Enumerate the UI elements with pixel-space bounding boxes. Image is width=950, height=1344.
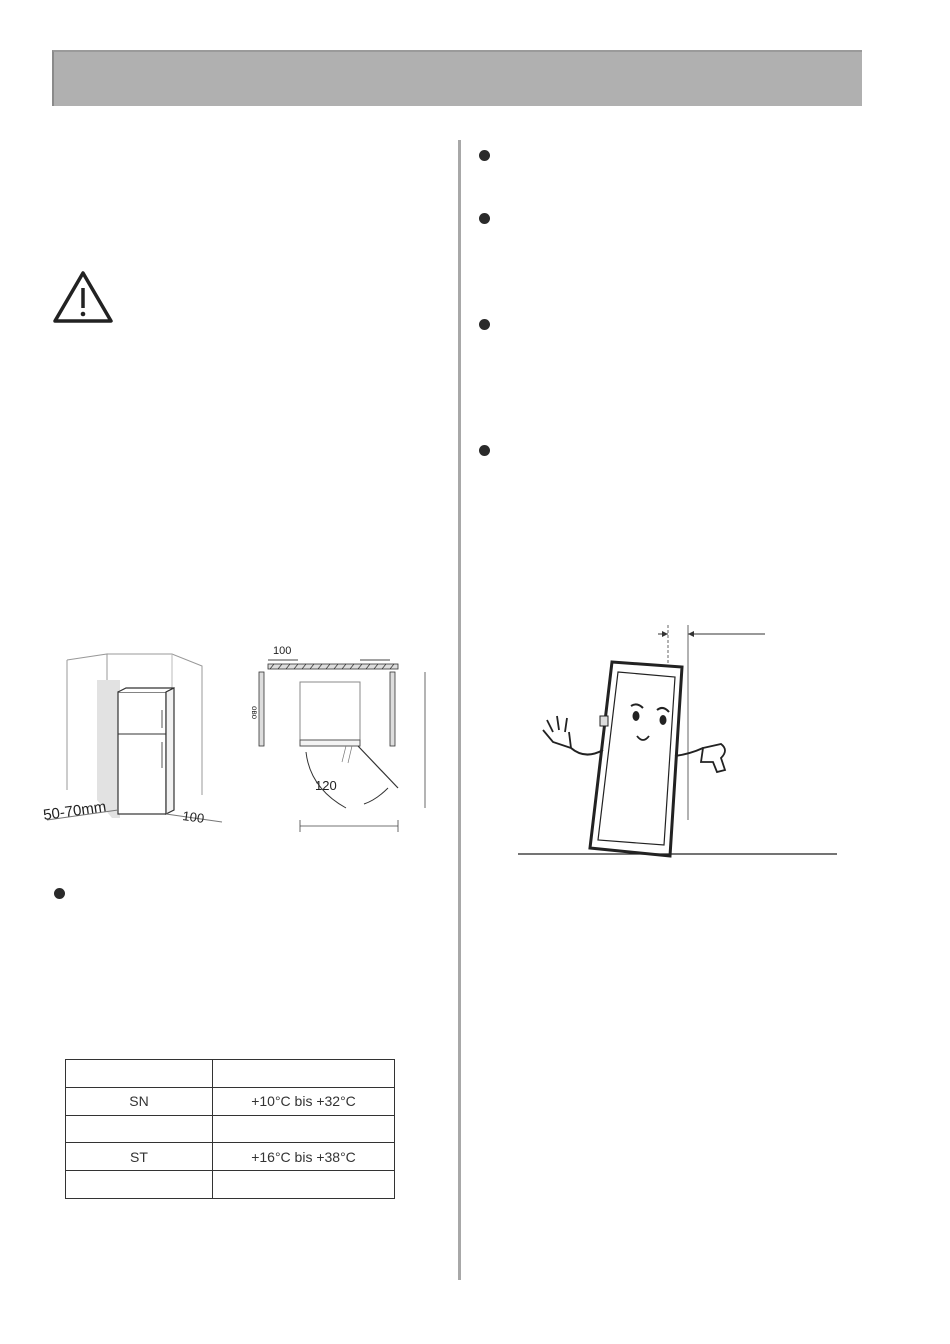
plan-view-figure xyxy=(248,638,438,838)
table-cell: +10°C bis +32°C xyxy=(213,1087,395,1115)
climate-class-table xyxy=(65,1059,395,1199)
column-divider xyxy=(458,140,461,1280)
table-cell xyxy=(66,1115,213,1143)
table-cell xyxy=(66,1060,213,1088)
table-row xyxy=(66,1171,395,1199)
table-cell xyxy=(213,1060,395,1088)
leaning-fridge-cartoon xyxy=(515,620,845,860)
table-cell xyxy=(213,1171,395,1199)
table-cell: +16°C bis +38°C xyxy=(213,1143,395,1171)
table-row xyxy=(66,1143,395,1171)
top-gap-label: 100 xyxy=(273,645,292,657)
side-depth-label: ово xyxy=(250,706,259,720)
bullet-dot-icon xyxy=(479,319,490,330)
bullet-dot-icon xyxy=(54,888,65,899)
bullet-dot-icon xyxy=(479,150,490,161)
table-row xyxy=(66,1115,395,1143)
section-header-bar xyxy=(52,50,862,106)
bullet-dot-icon xyxy=(479,213,490,224)
rear-gap-label: 100 xyxy=(181,808,206,826)
side-gap-label: 50-70mm xyxy=(42,798,108,824)
door-angle-label: 120 xyxy=(315,778,337,793)
table-cell: ST xyxy=(66,1143,213,1171)
table-row xyxy=(66,1087,395,1115)
table-cell xyxy=(66,1171,213,1199)
table-row xyxy=(66,1060,395,1088)
bullet-dot-icon xyxy=(479,445,490,456)
table-cell: SN xyxy=(66,1087,213,1115)
warning-triangle-icon xyxy=(52,270,114,324)
clearance-figure xyxy=(42,650,232,830)
table-cell xyxy=(213,1115,395,1143)
